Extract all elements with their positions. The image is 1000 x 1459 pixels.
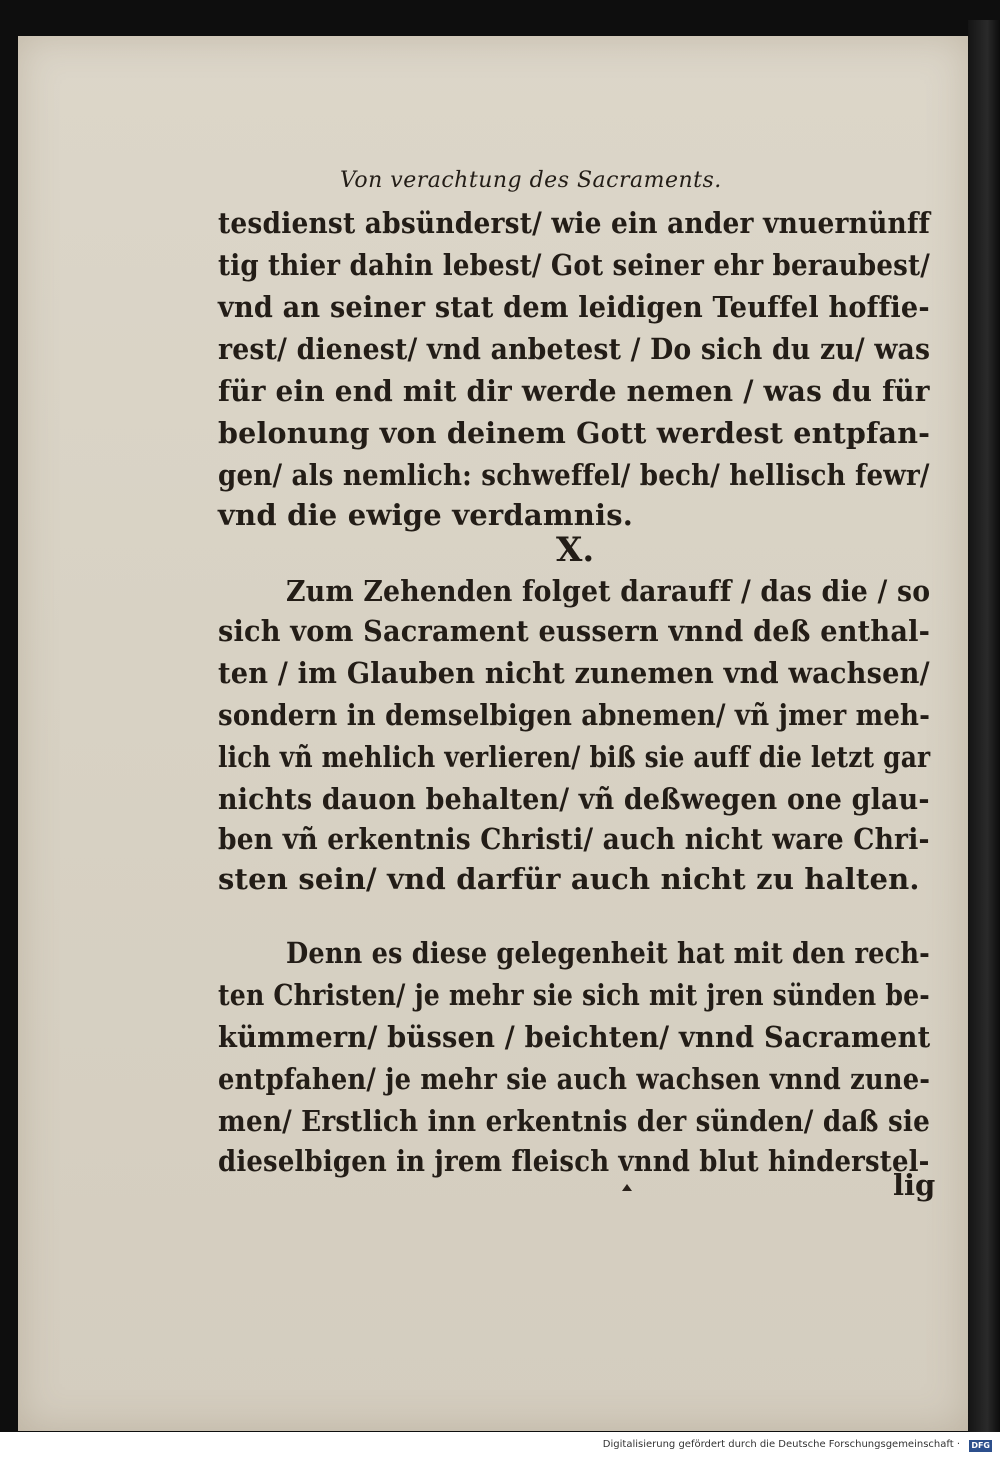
text-line: ten Christen/ je mehr sie sich mit jren sünden be- bbox=[218, 978, 930, 1012]
catchword: lig bbox=[893, 1168, 936, 1202]
text-line: entpfahen/ je mehr sie auch wachsen vnnd zune- bbox=[218, 1062, 931, 1096]
text-line: rest/ dienest/ vnd anbetest / Do sich du zu/ was bbox=[218, 332, 931, 366]
text-line: gen/ als nemlich: schweffel/ bech/ hellisch fewr/ bbox=[218, 458, 930, 492]
text-line: vnd an seiner stat dem leidigen Teuffel hoffie- bbox=[218, 290, 930, 324]
footer-credit: Digitalisierung gefördert durch die Deutsche Forschungsgemeinschaft · bbox=[602, 1439, 960, 1450]
text-line: Zum Zehenden folget darauff / das die / so bbox=[286, 574, 931, 608]
text-line: vnd die ewige verdamnis. bbox=[218, 498, 634, 532]
dfg-logo-icon: DFG bbox=[971, 1441, 990, 1450]
text-line: ten / im Glauben nicht zunemen vnd wachsen/ bbox=[218, 656, 930, 690]
section-heading: X. bbox=[556, 530, 595, 570]
footer-bar bbox=[0, 1432, 1000, 1459]
text-line: für ein end mit dir werde nemen / was du für bbox=[218, 374, 930, 408]
text-line: lich vñ mehlich verlieren/ biß sie auff die letzt gar bbox=[218, 740, 931, 774]
text-line: tesdienst absünderst/ wie ein ander vnuernünff bbox=[218, 206, 931, 240]
text-line: dieselbigen in jrem fleisch vnnd blut hinderstel- bbox=[218, 1144, 930, 1178]
text-line: Denn es diese gelegenheit hat mit den rech- bbox=[286, 936, 930, 970]
signature-mark bbox=[622, 1184, 632, 1191]
text-line: tig thier dahin lebest/ Got seiner ehr beraubest/ bbox=[218, 248, 930, 282]
book-gutter bbox=[968, 20, 1000, 1440]
text-line: men/ Erstlich inn erkentnis der sünden/ daß sie bbox=[218, 1104, 930, 1138]
text-line: kümmern/ büssen / beichten/ vnnd Sacrament bbox=[218, 1020, 931, 1054]
text-line: sich vom Sacrament eussern vnnd deß enthal- bbox=[218, 614, 931, 648]
text-line: sten sein/ vnd darfür auch nicht zu halten. bbox=[218, 862, 920, 896]
text-line: sondern in demselbigen abnemen/ vñ jmer meh- bbox=[218, 698, 931, 732]
running-head: Von verachtung des Sacraments. bbox=[340, 168, 722, 193]
text-line: nichts dauon behalten/ vñ deßwegen one glau- bbox=[218, 782, 930, 816]
book-page bbox=[18, 36, 968, 1431]
text-line: belonung von deinem Gott werdest entpfan- bbox=[218, 416, 931, 450]
text-line: ben vñ erkentnis Christi/ auch nicht ware Chri- bbox=[218, 822, 930, 856]
